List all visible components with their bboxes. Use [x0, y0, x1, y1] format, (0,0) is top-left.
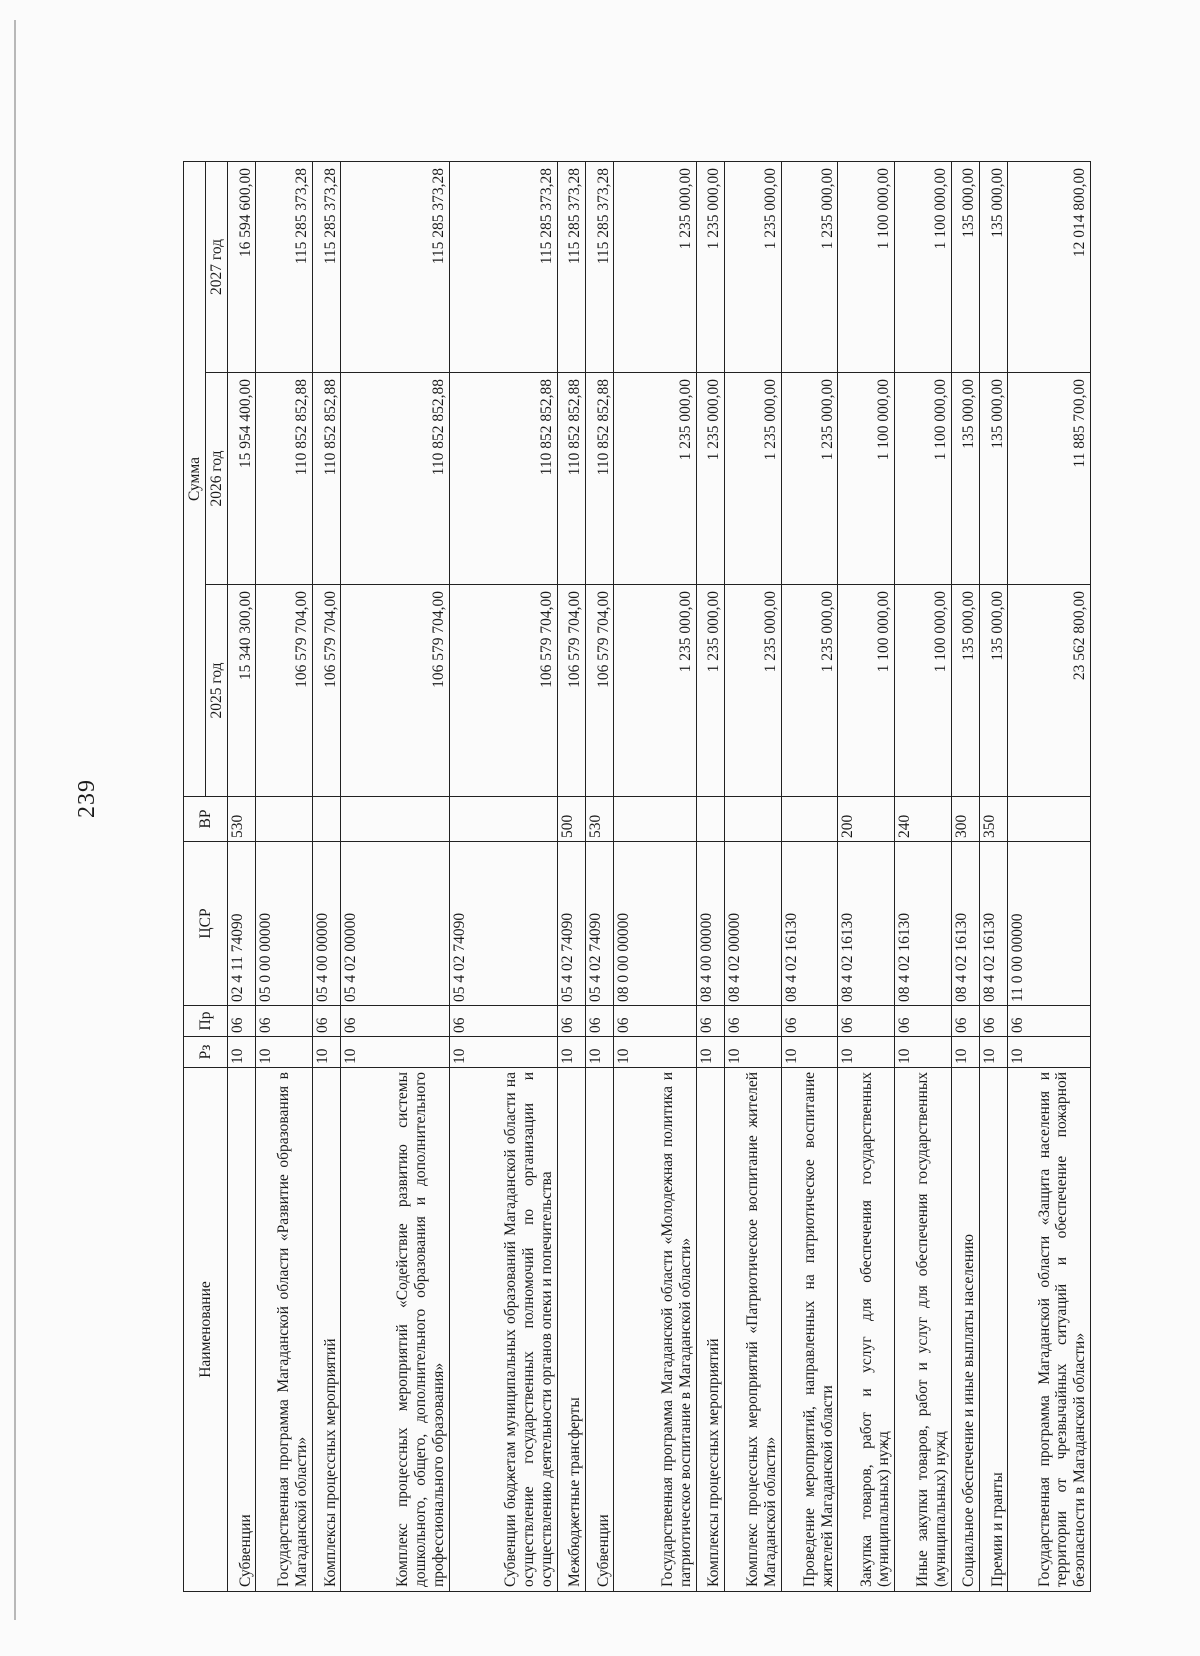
table-cell-rz: 10 [838, 1037, 895, 1068]
table-cell-rz: 10 [449, 1037, 557, 1068]
table-row [256, 161, 313, 1591]
table-cell-pr: 06 [1008, 1006, 1091, 1037]
table-cell-rz: 10 [256, 1037, 313, 1068]
rotated-table-container [183, 162, 1091, 1592]
table-cell-2025: 106 579 704,00 [586, 585, 614, 797]
table-cell-2026: 1 235 000,00 [725, 373, 782, 585]
table-cell-2027: 12 014 800,00 [1008, 161, 1091, 372]
table-cell-2025: 106 579 704,00 [341, 585, 449, 797]
table-cell-2025: 135 000,00 [980, 585, 1008, 797]
table-cell-name: Иные закупки товаров, работ и услуг для обеспечения государственных (муниципальных) нужд [895, 1068, 952, 1592]
table-cell-vr [449, 797, 557, 842]
table-row [895, 161, 952, 1591]
table-row [228, 161, 256, 1591]
table-cell-csr: 08 4 02 16130 [781, 842, 838, 1006]
table-cell-2026: 110 852 852,88 [557, 373, 585, 585]
table-cell-2026: 135 000,00 [980, 373, 1008, 585]
table-cell-vr: 530 [228, 797, 256, 842]
table-cell-csr: 08 4 02 16130 [951, 842, 979, 1006]
table-cell-csr: 08 4 02 16130 [838, 842, 895, 1006]
table-cell-2027: 115 285 373,28 [557, 161, 585, 372]
table-cell-2025: 1 235 000,00 [725, 585, 782, 797]
table-row [1008, 161, 1091, 1591]
table-cell-2025: 1 235 000,00 [696, 585, 724, 797]
table-cell-2026: 1 100 000,00 [895, 373, 952, 585]
table-cell-pr: 06 [228, 1006, 256, 1037]
table-cell-2026: 1 235 000,00 [614, 373, 696, 585]
table-cell-2027: 1 235 000,00 [696, 161, 724, 372]
table-cell-csr: 08 4 02 16130 [895, 842, 952, 1006]
table-cell-2027: 115 285 373,28 [313, 161, 341, 372]
table-cell-name: Субвенции [586, 1068, 614, 1592]
table-cell-2026: 110 852 852,88 [256, 373, 313, 585]
table-row [781, 161, 838, 1591]
table-cell-name: Государственная программа Магаданской области «Защита населения и территории от чрезвычайных ситуаций и обеспечение пожарной безопасности в Магаданской области» [1008, 1068, 1091, 1592]
table-cell-vr [341, 797, 449, 842]
table-cell-csr: 02 4 11 74090 [228, 842, 256, 1006]
table-cell-pr: 06 [614, 1006, 696, 1037]
table-row [313, 161, 341, 1591]
table-cell-2025: 1 100 000,00 [895, 585, 952, 797]
table-cell-pr: 06 [449, 1006, 557, 1037]
table-cell-2025: 1 235 000,00 [614, 585, 696, 797]
table-cell-2027: 1 100 000,00 [895, 161, 952, 372]
table-cell-csr: 08 0 00 00000 [614, 842, 696, 1006]
table-cell-2027: 115 285 373,28 [449, 161, 557, 372]
table-row [980, 161, 1008, 1591]
table-cell-name: Комплекс процессных мероприятий «Патриотическое воспитание жителей Магаданской области» [725, 1068, 782, 1592]
header-rz: Рз [184, 1037, 228, 1068]
table-cell-csr: 05 4 02 00000 [341, 842, 449, 1006]
page-number: 239 [74, 779, 100, 818]
table-cell-vr [614, 797, 696, 842]
table-cell-vr: 530 [586, 797, 614, 842]
table-cell-pr: 06 [781, 1006, 838, 1037]
table-row [838, 161, 895, 1591]
table-cell-pr: 06 [895, 1006, 952, 1037]
table-cell-name: Субвенции бюджетам муниципальных образований Магаданской области на осуществление государственных полномочий по организации и осуществлению деятельности органов опеки и попечительства [449, 1068, 557, 1592]
table-cell-csr: 05 4 02 74090 [449, 842, 557, 1006]
table-cell-csr: 08 4 00 00000 [696, 842, 724, 1006]
table-cell-name: Комплекс процессных мероприятий «Содействие развитию системы дошкольного, общего, дополнительного образования и дополнительного профессионального образования» [341, 1068, 449, 1592]
budget-table [183, 161, 1091, 1592]
table-cell-2027: 16 594 600,00 [228, 161, 256, 372]
table-cell-2026: 1 235 000,00 [781, 373, 838, 585]
table-row [557, 161, 585, 1591]
table-row [951, 161, 979, 1591]
table-cell-name: Субвенции [228, 1068, 256, 1592]
table-cell-2025: 1 235 000,00 [781, 585, 838, 797]
table-cell-name: Закупка товаров, работ и услуг для обеспечения государственных (муниципальных) нужд [838, 1068, 895, 1592]
table-row [341, 161, 449, 1591]
table-cell-vr: 500 [557, 797, 585, 842]
table-cell-vr [696, 797, 724, 842]
table-cell-2025: 1 100 000,00 [838, 585, 895, 797]
table-cell-name: Государственная программа Магаданской области «Молодежная политика и патриотическое воспитание в Магаданской области» [614, 1068, 696, 1592]
table-cell-csr: 08 4 02 00000 [725, 842, 782, 1006]
table-cell-2026: 1 235 000,00 [696, 373, 724, 585]
table-cell-2025: 106 579 704,00 [449, 585, 557, 797]
header-2026: 2026 год [206, 373, 228, 585]
table-cell-pr: 06 [313, 1006, 341, 1037]
table-cell-rz: 10 [696, 1037, 724, 1068]
table-cell-2027: 135 000,00 [980, 161, 1008, 372]
table-cell-pr: 06 [838, 1006, 895, 1037]
table-cell-2027: 115 285 373,28 [256, 161, 313, 372]
table-cell-csr: 05 4 00 00000 [313, 842, 341, 1006]
table-cell-2026: 135 000,00 [951, 373, 979, 585]
table-cell-2026: 15 954 400,00 [228, 373, 256, 585]
table-cell-2025: 106 579 704,00 [557, 585, 585, 797]
table-cell-2027: 1 235 000,00 [781, 161, 838, 372]
table-cell-rz: 10 [228, 1037, 256, 1068]
table-cell-2027: 1 235 000,00 [614, 161, 696, 372]
table-cell-rz: 10 [557, 1037, 585, 1068]
table-body [228, 161, 1091, 1591]
table-cell-rz: 10 [895, 1037, 952, 1068]
table-cell-2026: 110 852 852,88 [449, 373, 557, 585]
table-cell-2025: 106 579 704,00 [313, 585, 341, 797]
table-cell-pr: 06 [341, 1006, 449, 1037]
table-cell-2027: 115 285 373,28 [586, 161, 614, 372]
header-2025: 2025 год [206, 585, 228, 797]
table-cell-rz: 10 [1008, 1037, 1091, 1068]
table-cell-vr [1008, 797, 1091, 842]
table-row [449, 161, 557, 1591]
table-cell-rz: 10 [586, 1037, 614, 1068]
table-cell-pr: 06 [725, 1006, 782, 1037]
table-cell-vr [313, 797, 341, 842]
table-cell-2027: 115 285 373,28 [341, 161, 449, 372]
table-cell-2027: 1 100 000,00 [838, 161, 895, 372]
table-row [614, 161, 696, 1591]
table-cell-rz: 10 [313, 1037, 341, 1068]
header-2027: 2027 год [206, 161, 228, 372]
table-cell-rz: 10 [341, 1037, 449, 1068]
table-cell-2025: 135 000,00 [951, 585, 979, 797]
table-cell-2027: 135 000,00 [951, 161, 979, 372]
table-cell-name: Проведение мероприятий, направленных на патриотическое воспитание жителей Магаданской области [781, 1068, 838, 1592]
table-cell-pr: 06 [980, 1006, 1008, 1037]
table-cell-pr: 06 [586, 1006, 614, 1037]
table-cell-2027: 1 235 000,00 [725, 161, 782, 372]
table-cell-csr: 05 0 00 00000 [256, 842, 313, 1006]
table-cell-pr: 06 [696, 1006, 724, 1037]
table-cell-pr: 06 [951, 1006, 979, 1037]
table-cell-2026: 11 885 700,00 [1008, 373, 1091, 585]
table-header [184, 161, 228, 1591]
table-cell-2025: 23 562 800,00 [1008, 585, 1091, 797]
table-cell-csr: 05 4 02 74090 [586, 842, 614, 1006]
table-cell-rz: 10 [614, 1037, 696, 1068]
table-row [586, 161, 614, 1591]
table-cell-2025: 106 579 704,00 [256, 585, 313, 797]
table-cell-vr [256, 797, 313, 842]
table-cell-rz: 10 [725, 1037, 782, 1068]
table-cell-csr: 08 4 02 16130 [980, 842, 1008, 1006]
table-cell-name: Государственная программа Магаданской области «Развитие образования в Магаданской области» [256, 1068, 313, 1592]
header-csr: ЦСР [184, 842, 228, 1006]
header-pr: Пр [184, 1006, 228, 1037]
table-cell-2026: 110 852 852,88 [586, 373, 614, 585]
scan-edge-line [14, 20, 16, 1620]
table-cell-vr: 300 [951, 797, 979, 842]
table-cell-2025: 15 340 300,00 [228, 585, 256, 797]
table-cell-name: Комплексы процессных мероприятий [313, 1068, 341, 1592]
table-cell-pr: 06 [557, 1006, 585, 1037]
table-cell-rz: 10 [980, 1037, 1008, 1068]
table-cell-pr: 06 [256, 1006, 313, 1037]
table-row [696, 161, 724, 1591]
table-cell-name: Премии и гранты [980, 1068, 1008, 1592]
header-sum: Сумма [184, 161, 206, 796]
table-cell-csr: 05 4 02 74090 [557, 842, 585, 1006]
table-cell-name: Межбюджетные трансферты [557, 1068, 585, 1592]
header-vr: ВР [184, 797, 228, 842]
table-cell-vr [725, 797, 782, 842]
table-cell-rz: 10 [951, 1037, 979, 1068]
header-name: Наименование [184, 1068, 228, 1592]
table-cell-csr: 11 0 00 00000 [1008, 842, 1091, 1006]
table-cell-vr [781, 797, 838, 842]
table-cell-rz: 10 [781, 1037, 838, 1068]
table-cell-2026: 110 852 852,88 [341, 373, 449, 585]
table-cell-vr: 240 [895, 797, 952, 842]
table-cell-2026: 110 852 852,88 [313, 373, 341, 585]
table-cell-2026: 1 100 000,00 [838, 373, 895, 585]
table-cell-vr: 200 [838, 797, 895, 842]
table-cell-name: Социальное обеспечение и иные выплаты населению [951, 1068, 979, 1592]
table-row [725, 161, 782, 1591]
table-cell-name: Комплексы процессных мероприятий [696, 1068, 724, 1592]
table-cell-vr: 350 [980, 797, 1008, 842]
